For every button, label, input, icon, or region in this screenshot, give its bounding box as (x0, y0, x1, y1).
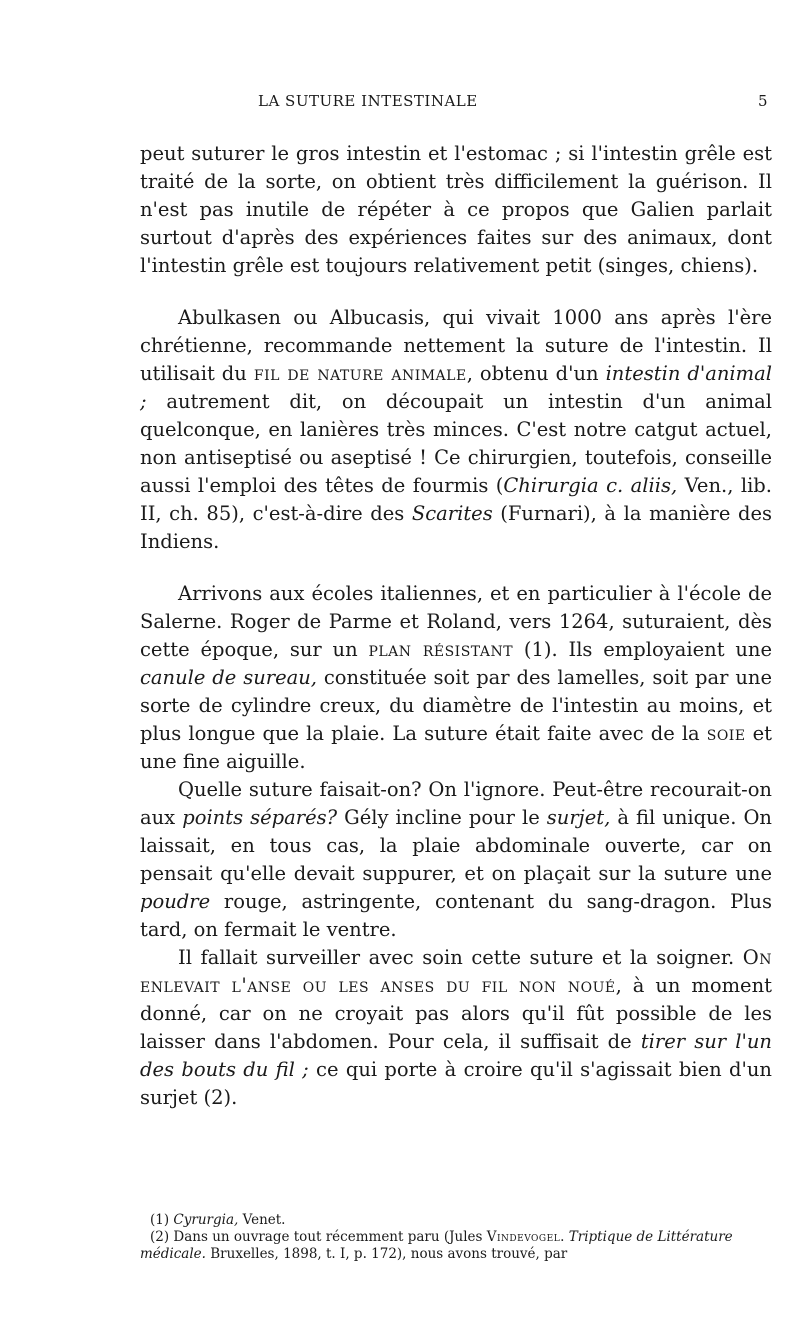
italic-run: Cyrurgia, (173, 1212, 239, 1228)
text-run: à fil unique. On laissait, en tous cas, la plaie abdominale ouverte, car on pensait qu'elle devait suppurer, et on plaçait sur la suture une (140, 806, 772, 885)
text-run: . (560, 1229, 569, 1245)
italic-run: poudre (140, 890, 211, 913)
text-run: (1). Ils employaient une (513, 638, 772, 661)
running-title: LA SUTURE INTESTINALE (258, 92, 478, 110)
text-run: Bruxelles, 1898, t. I, p. 172), nous avons trouvé, par (205, 1246, 568, 1262)
text-run: (Furnari), à la manière des Indiens. (140, 502, 772, 553)
italic-run: intestin d'animal ; (140, 362, 772, 413)
paragraph-surveiller (140, 944, 772, 1112)
page-number: 5 (757, 92, 768, 110)
italic-run: tirer sur l'un des bouts du fil ; (140, 1030, 772, 1081)
text-run: peut suturer le gros intestin et l'estomac ; si l'intestin grêle est traité de la sorte, on obtient très difficilement la guérison. Il n'est pas inutile de répéter à ce propos que Galien parlait surtout d'après des expériences faites sur des animaux, dont l'intestin grêle est toujours relativement petit (singes, chiens). (140, 142, 772, 277)
main-text (140, 140, 772, 1112)
text-run: , à un moment donné, car on ne croyait pas alors qu'il fût possible de les laisser dans l'abdomen. Pour cela, il suffisait de (140, 974, 772, 1053)
text-run: constituée soit par des lamelles, soit par une sorte de cylindre creux, du diamètre de l'intestin au moins, et plus longue que la plaie. La suture était faite avec de la (140, 666, 773, 745)
small-caps-run: On enlevait l'anse ou les anses du fil non noué (140, 946, 772, 997)
text-run: Arrivons aux écoles italiennes, et en particulier à l'école de Salerne. Roger de Parme et Roland, vers 1264, suturaient, dès cette époque, sur un (140, 582, 772, 661)
text-run: ce qui porte à croire qu'il s'agissait bien d'un surjet (2). (140, 1058, 772, 1109)
paragraph-galien (140, 140, 772, 280)
small-caps-run: soie (706, 722, 746, 745)
text-run: Dans un ouvrage tout récemment paru (Jules (173, 1229, 487, 1245)
footnote-marker: (1) (150, 1212, 174, 1228)
small-caps-run: fil de nature animale (253, 362, 467, 385)
small-caps-run: plan résistant (368, 638, 514, 661)
italic-run: canule de sureau, (140, 666, 318, 689)
italic-run: points séparés? (182, 806, 338, 829)
text-run: , obtenu d'un (466, 362, 606, 385)
text-run: et une fine aiguille. (140, 722, 772, 773)
text-run: Il fallait surveiller avec soin cette suture et la soigner. (178, 946, 743, 969)
text-run: rouge, astringente, contenant du sang-dragon. Plus tard, on fermait le ventre. (140, 890, 772, 941)
italic-run: Chirurgia c. aliis, (503, 474, 678, 497)
footnote-2 (140, 1229, 772, 1263)
text-run: Abulkasen ou Albucasis, qui vivait 1000 ans après l'ère chrétienne, recommande nettement la suture de l'intestin. Il utilisait du (140, 306, 772, 385)
small-caps-run: Vindevogel (486, 1229, 561, 1245)
footnote-marker: (2) (150, 1229, 174, 1245)
text-run: Ven., lib. II, ch. 85), c'est-à-dire des (140, 474, 772, 525)
footnotes (140, 1212, 772, 1263)
paragraph-quelle-suture (140, 776, 772, 944)
paragraph-albucasis (140, 304, 772, 556)
footnote-1 (140, 1212, 772, 1229)
text-run: Quelle suture faisait-on? On l'ignore. Peut-être recourait-on aux (140, 778, 772, 829)
italic-run: Scarites (411, 502, 493, 525)
paragraph-salerne (140, 580, 772, 776)
text-run: Venet. (238, 1212, 286, 1228)
text-run: Gély incline pour le (337, 806, 547, 829)
text-run: autrement dit, on découpait un intestin d'un animal quelconque, en lanières très minces. C'est notre catgut actuel, non antiseptisé ou aseptisé ! Ce chirurgien, toutefois, conseille aussi l'emploi des têtes de fourmis ( (140, 390, 772, 497)
italic-run: Triptique de Littérature médicale. (140, 1229, 733, 1262)
running-header (140, 92, 768, 114)
italic-run: surjet, (546, 806, 611, 829)
